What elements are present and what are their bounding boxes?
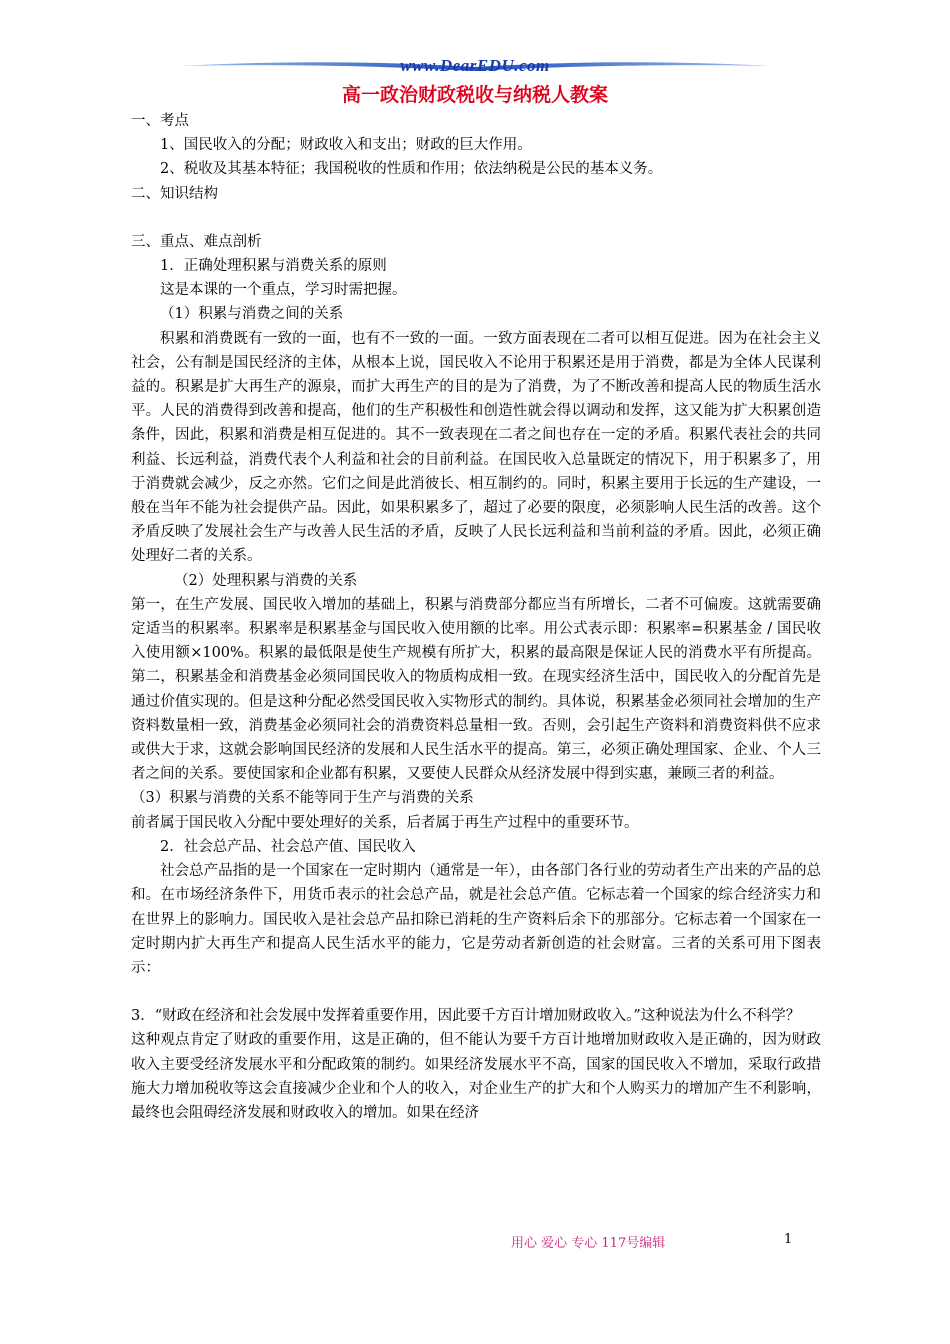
blank-line (131, 980, 821, 1004)
subheading: （2）处理积累与消费的关系 (174, 572, 358, 589)
paragraph: 这种观点肯定了财政的重要作用，这是正确的，但不能认为要千方百计地增加财政收入是正确的，因为财政收入主要受经济发展水平和分配政策的制约。如果经济发展水平不高，国家的国民收入不增加，采取行政措施大力增加税收等这会直接减少企业和个人的收入，对企业生产的扩大和个人购买力的增加产生不利影响，最终也会阻碍经济发展和财政收入的增加。如果在经济 (131, 1032, 821, 1121)
paragraph: 2、税收及其基本特征；我国税收的性质和作用；依法纳税是公民的基本义务。 (160, 161, 663, 178)
document-body (131, 109, 821, 1125)
paragraph: 第一，在生产发展、国民收入增加的基础上，积累与消费部分都应当有所增长，二者不可偏废。这就需要确定适当的积累率。积累率是积累基金与国民收入使用额的比率。用公式表示即：积累率=积累基金 / 国民收入使用额×100%。积累的最低限是使生产规模有所扩大，积累的最高限是保证人民的消费水平有所提高。第二，积累基金和消费基金必须同国民收入的物质构成相一致。在现实经济生活中，国民收入的分配首先是通过价值实现的。但是这种分配必然受国民收入实物形式的制约。具体说，积累基金必须同社会增加的生产资料数量相一致，消费基金必须同社会的消费资料总量相一致。否则，会引起生产资料和消费资料供不应求或供大于求，这就会影响国民经济的发展和人民生活水平的提高。第三，必须正确处理国家、企业、个人三者之间的关系。要使国家和企业都有积累，又要使人民群众从经济发展中得到实惠，兼顾三者的利益。 (131, 596, 821, 783)
question: 3．“财政在经济和社会发展中发挥着重要作用，因此要千方百计增加财政收入。”这种说法为什么不科学？ (131, 1008, 801, 1025)
paragraph: 社会总产品指的是一个国家在一定时期内（通常是一年），由各部门各行业的劳动者生产出来的产品的总和。在市场经济条件下，用货币表示的社会总产品，就是社会总产值。它标志着一个国家的综合经济实力和在世界上的影响力。国民收入是社会总产品扣除已消耗的生产资料后余下的那部分。它标志着一个国家在一定时期内扩大再生产和提高人民生活水平的能力，它是劳动者新创造的社会财富。三者的关系可用下图表示： (131, 863, 821, 976)
subheading: （3）积累与消费的关系不能等同于生产与消费的关系 (131, 790, 474, 807)
section-heading: 三、重点、难点剖析 (131, 233, 262, 250)
paragraph: 1、国民收入的分配；财政收入和支出；财政的巨大作用。 (160, 137, 532, 154)
footer-text: 用心 爱心 专心 117号编辑 (511, 1236, 666, 1251)
site-url: www.DearEDU.com (400, 56, 550, 75)
paragraph: 积累和消费既有一致的一面，也有不一致的一面。一致方面表现在二者可以相互促进。因为在社会主义社会，公有制是国民经济的主体，从根本上说，国民收入不论用于积累还是用于消费，都是为全体人民谋利益的。积累是扩大再生产的源泉，而扩大再生产的目的是为了消费，为了不断改善和提高人民的物质生活水平。人民的消费得到改善和提高，他们的生产积极性和创造性就会得以调动和发挥，这又能为扩大积累创造条件，因此，积累和消费是相互促进的。其不一致表现在二者之间也存在一定的矛盾。积累代表社会的共同利益、长远利益，消费代表个人利益和社会的目前利益。在国民收入总量既定的情况下，用于积累多了，用于消费就会减少，反之亦然。它们之间是此消彼长、相互制约的。同时，积累主要用于长远的生产建设，一般在当年不能为社会提供产品。因此，如果积累多了，超过了必要的限度，必须影响人民生活的改善。这个矛盾反映了发展社会生产与改善人民生活的矛盾，反映了人民长远利益和当前利益的矛盾。因此，必须正确处理好二者的关系。 (131, 330, 821, 565)
paragraph: 前者属于国民收入分配中要处理好的关系，后者属于再生产过程中的重要环节。 (131, 814, 639, 831)
page-number: 1 (784, 1232, 793, 1247)
section-heading: 一、考点 (131, 113, 189, 129)
subheading: 1．正确处理积累与消费关系的原则 (160, 258, 387, 275)
subheading: 2．社会总产品、社会总产值、国民收入 (160, 838, 416, 855)
document-title: 高一政治财政税收与纳税人教案 (341, 84, 608, 106)
blank-line (131, 206, 821, 230)
subheading: （1）积累与消费之间的关系 (160, 306, 344, 323)
section-heading: 二、知识结构 (131, 185, 218, 202)
paragraph: 这是本课的一个重点，学习时需把握。 (160, 282, 407, 299)
